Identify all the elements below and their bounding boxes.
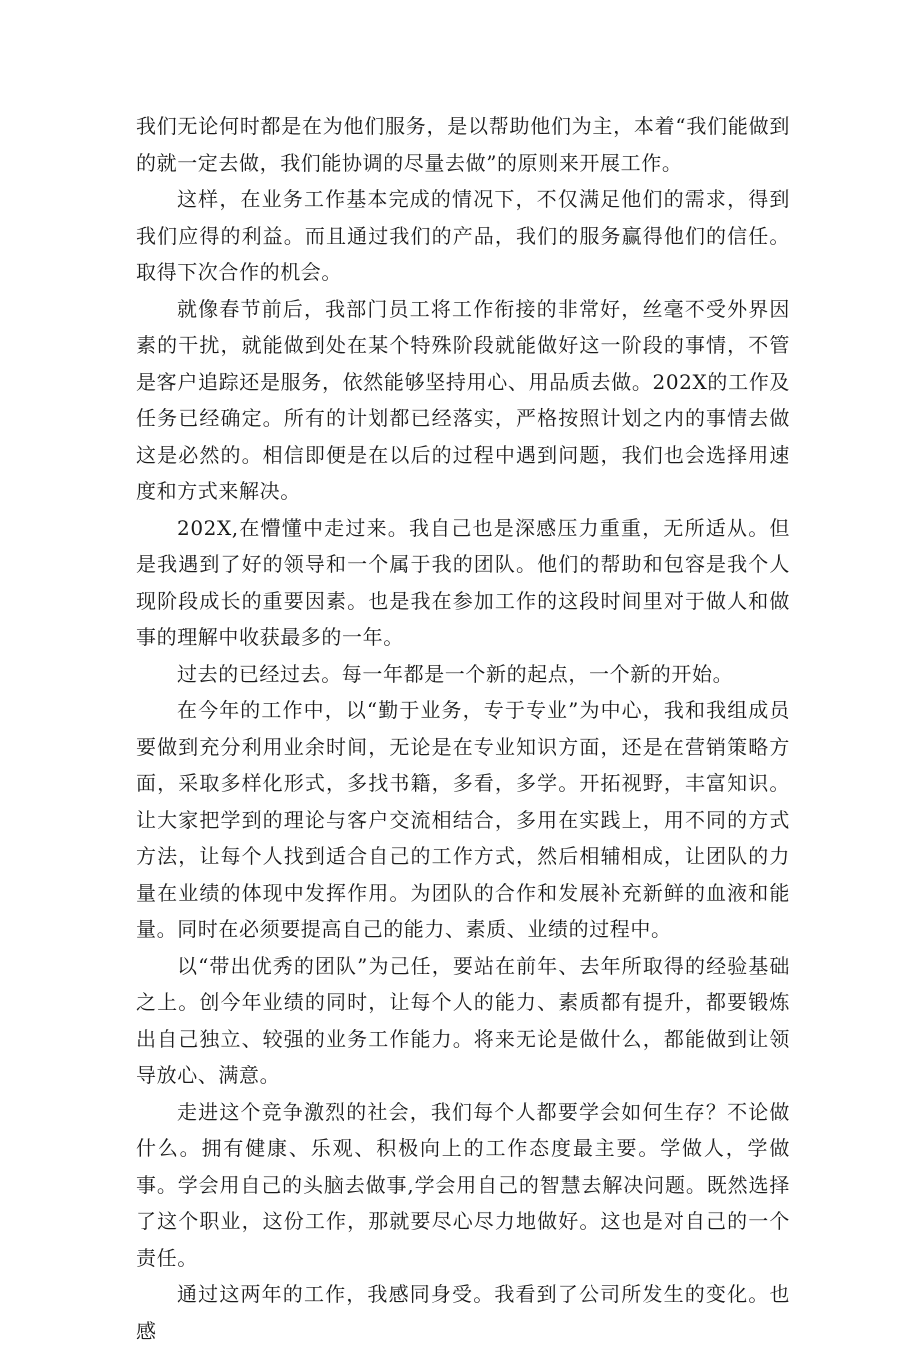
paragraph-1: 我们无论何时都是在为他们服务，是以帮助他们为主，本着“我们能做到的就一定去做，我们能协调的尽量去做”的原则来开展工作。 (136, 114, 790, 175)
document-body (136, 108, 790, 1349)
paragraph-8: 走进这个竞争激烈的社会，我们每个人都要学会如何生存？不论做什么。拥有健康、乐观、积极向上的工作态度最主要。学做人，学做事。学会用自己的头脑去做事,学会用自己的智慧去解决问题。既然选择了这个职业，这份工作，那就要尽心尽力地做好。这也是对自己的一个责任。 (136, 1099, 790, 1270)
paragraph-9: 通过这两年的工作，我感同身受。我看到了公司所发生的变化。也感 (136, 1282, 790, 1343)
paragraph-4: 202X,在懵懂中走过来。我自己也是深感压力重重，无所适从。但是我遇到了好的领导和一个属于我的团队。他们的帮助和包容是我个人现阶段成长的重要因素。也是我在参加工作的这段时间里对于做人和做事的理解中收获最多的一年。 (136, 515, 790, 649)
paragraph-7: 以“带出优秀的团队”为己任，要站在前年、去年所取得的经验基础之上。创今年业绩的同时，让每个人的能力、素质都有提升，都要锻炼出自己独立、较强的业务工作能力。将来无论是做什么，都能做到让领导放心、满意。 (136, 953, 790, 1087)
paragraph-2: 这样，在业务工作基本完成的情况下，不仅满足他们的需求，得到我们应得的利益。而且通过我们的产品，我们的服务赢得他们的信任。取得下次合作的机会。 (136, 187, 790, 284)
paragraph-6: 在今年的工作中，以“勤于业务，专于专业”为中心，我和我组成员要做到充分利用业余时间，无论是在专业知识方面，还是在营销策略方面，采取多样化形式，多找书籍，多看，多学。开拓视野，丰富知识。让大家把学到的理论与客户交流相结合，多用在实践上，用不同的方式方法，让每个人找到适合自己的工作方式，然后相辅相成，让团队的力量在业绩的体现中发挥作用。为团队的合作和发展补充新鲜的血液和能量。同时在必须要提高自己的能力、素质、业绩的过程中。 (136, 698, 790, 941)
paragraph-5: 过去的已经过去。每一年都是一个新的起点，一个新的开始。 (177, 661, 734, 686)
paragraph-3: 就像春节前后，我部门员工将工作衔接的非常好，丝毫不受外界因素的干扰，就能做到处在某个特殊阶段就能做好这一阶段的事情，不管是客户追踪还是服务，依然能够坚持用心、用品质去做。202X的工作及任务已经确定。所有的计划都已经落实，严格按照计划之内的事情去做这是必然的。相信即便是在以后的过程中遇到问题，我们也会选择用速度和方式来解决。 (136, 296, 790, 503)
